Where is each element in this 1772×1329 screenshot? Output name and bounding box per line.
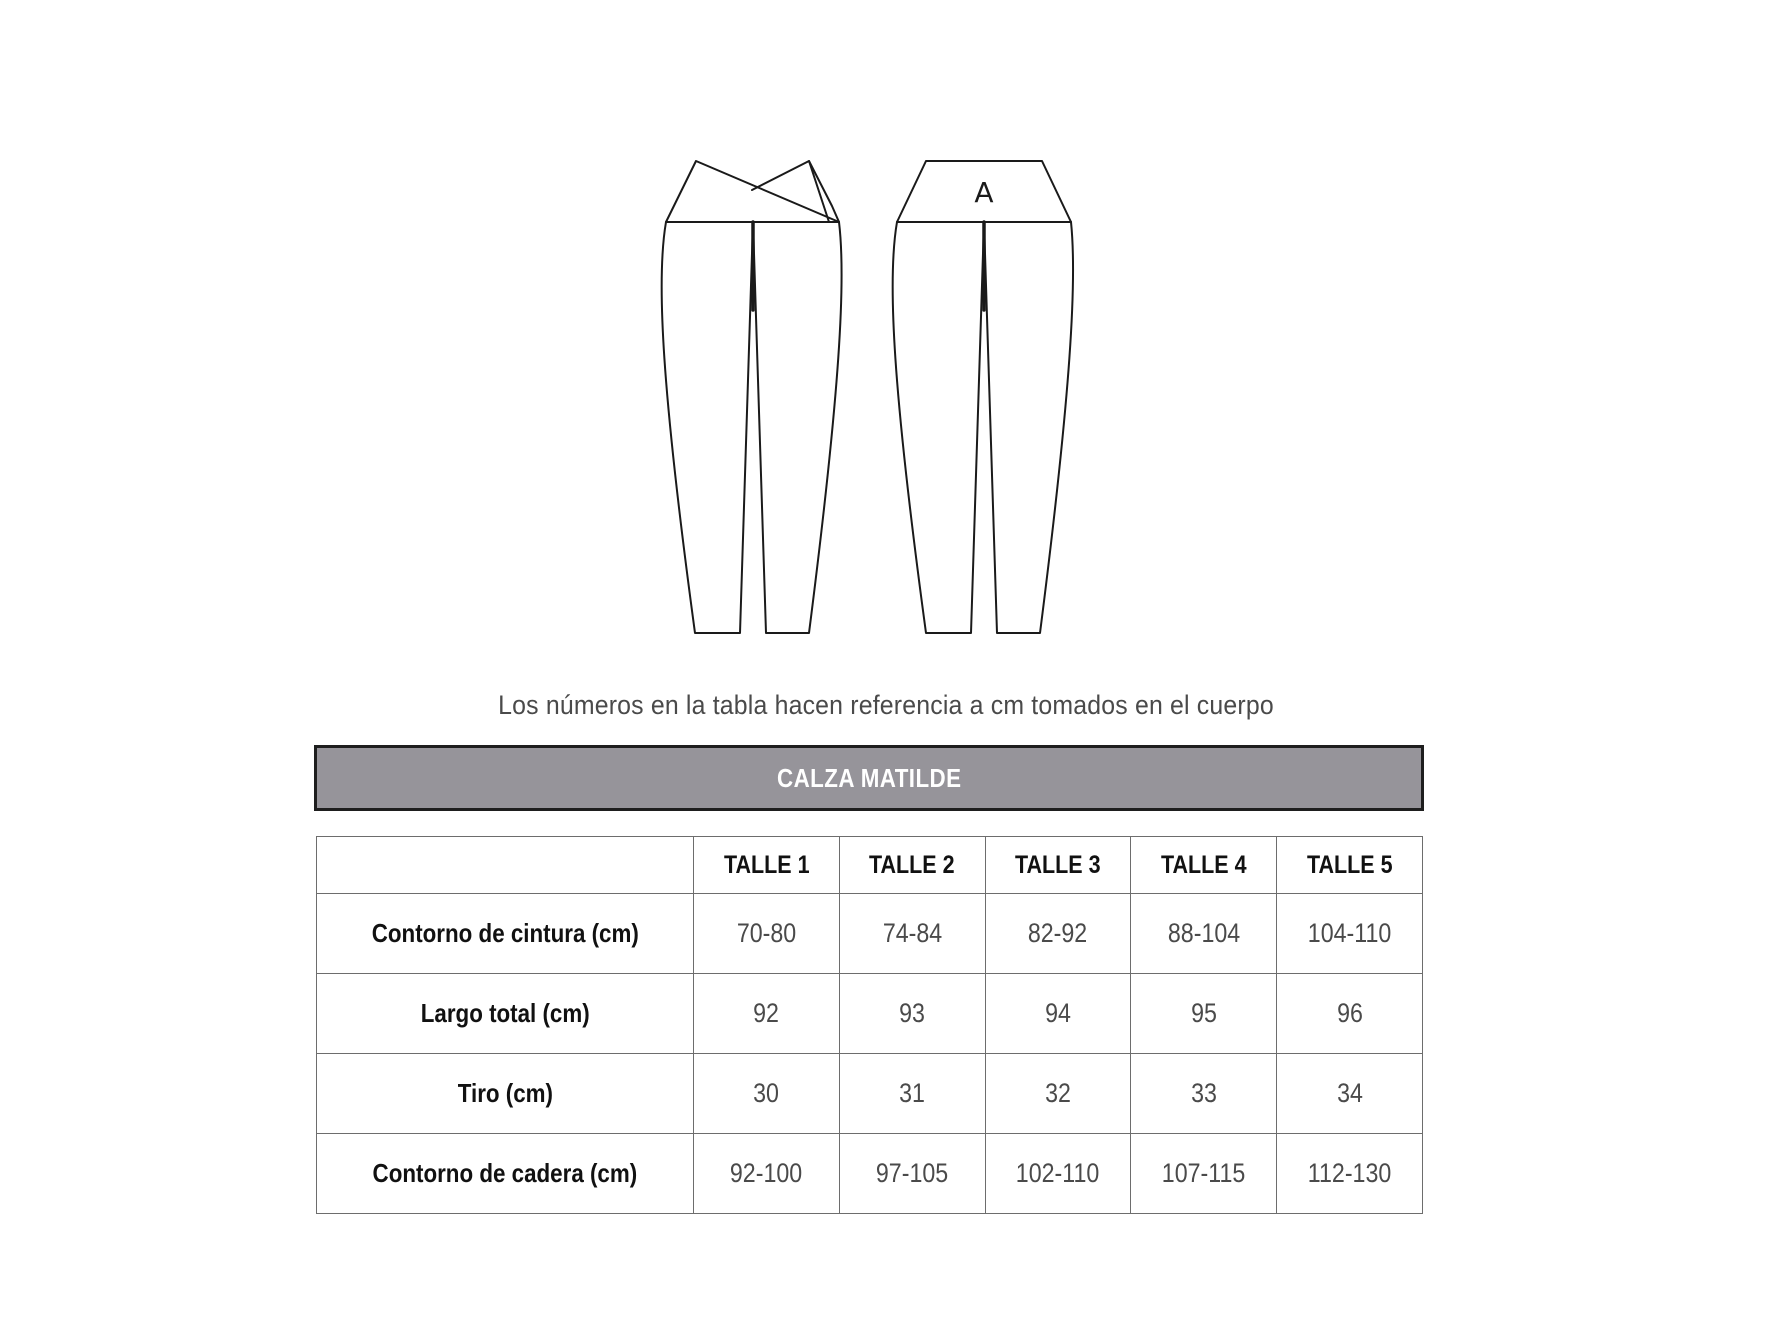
row-label: Tiro (cm)	[317, 1054, 694, 1134]
leggings-back-view	[893, 161, 1073, 633]
table-row	[317, 974, 1423, 1054]
table-cell: 31	[839, 1054, 985, 1134]
table-row	[317, 894, 1423, 974]
header-empty-cell	[317, 837, 694, 894]
row-label: Contorno de cadera (cm)	[317, 1134, 694, 1214]
table-cell: 30	[694, 1054, 840, 1134]
table-cell: 70-80	[694, 894, 840, 974]
size-chart-table	[316, 836, 1423, 1214]
row-label: Contorno de cintura (cm)	[317, 894, 694, 974]
table-cell: 82-92	[985, 894, 1131, 974]
header-talle-2: TALLE 2	[839, 837, 985, 894]
table-cell: 92	[694, 974, 840, 1054]
table-header-row	[317, 837, 1423, 894]
table-cell: 88-104	[1131, 894, 1277, 974]
table-cell: 32	[985, 1054, 1131, 1134]
row-label: Largo total (cm)	[317, 974, 694, 1054]
table-title-bar	[314, 745, 1424, 811]
header-talle-1: TALLE 1	[694, 837, 840, 894]
table-cell: 94	[985, 974, 1131, 1054]
table-title: CALZA MATILDE	[776, 762, 962, 793]
table-cell: 93	[839, 974, 985, 1054]
brand-logo: A	[974, 176, 994, 209]
table-cell: 34	[1277, 1054, 1423, 1134]
table-cell: 92-100	[694, 1134, 840, 1214]
leggings-front-view	[662, 161, 842, 633]
leggings-illustration	[640, 150, 1160, 650]
table-cell: 97-105	[839, 1134, 985, 1214]
table-cell: 102-110	[985, 1134, 1131, 1214]
table-cell: 107-115	[1131, 1134, 1277, 1214]
header-talle-3: TALLE 3	[985, 837, 1131, 894]
measurement-note: Los números en la tabla hacen referencia a cm tomados en el cuerpo	[498, 690, 1274, 720]
table-cell: 74-84	[839, 894, 985, 974]
table-row	[317, 1134, 1423, 1214]
header-talle-5: TALLE 5	[1277, 837, 1423, 894]
table-cell: 112-130	[1277, 1134, 1423, 1214]
table-cell: 96	[1277, 974, 1423, 1054]
table-cell: 33	[1131, 1054, 1277, 1134]
table-row	[317, 1054, 1423, 1134]
table-cell: 95	[1131, 974, 1277, 1054]
header-talle-4: TALLE 4	[1131, 837, 1277, 894]
table-cell: 104-110	[1277, 894, 1423, 974]
